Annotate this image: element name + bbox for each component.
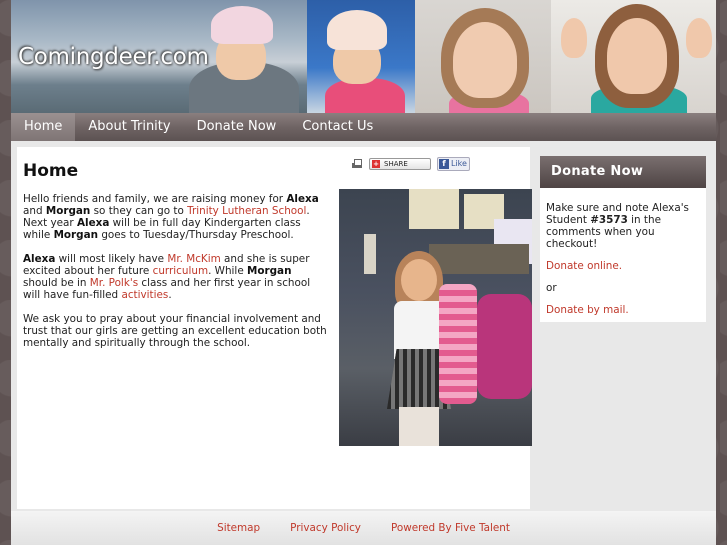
activities-link[interactable]: activities [121,289,169,301]
facebook-like-button[interactable] [437,157,470,171]
or-text: or [546,282,557,294]
facebook-icon: f [439,159,449,169]
page-title: Home [23,161,79,181]
footer-sitemap-link[interactable]: Sitemap [217,522,261,534]
curriculum-link[interactable]: curriculum [152,265,209,277]
sidebar-title: Donate Now [540,156,706,188]
donate-sidebar [540,156,706,322]
page-frame [11,0,716,545]
trinity-lutheran-link[interactable]: Trinity Lutheran School [187,205,307,217]
content-area [11,141,716,511]
intro-paragraph: Hello friends and family, we are raising money for Alexa and Morgan so they can go to Trinity Lutheran School. Next year Alexa will be in full day Kindergarten class while Morgan goes to Tuesday/Thursday Preschool. [23,193,319,241]
student-note: Make sure and note Alexa's Student #3573 in the comments when you checkout! [546,202,689,250]
main-nav [11,113,716,141]
donate-online-link[interactable]: Donate online. [546,260,623,272]
banner-photo-girl-hands [551,0,716,113]
mr-polks-link[interactable]: Mr. Polk's [89,277,139,289]
like-label: Like [451,159,467,168]
header-banner [11,0,716,113]
school-hallway-photo [339,189,532,446]
article-body [23,193,327,361]
footer-privacy-policy-link[interactable]: Privacy Policy [290,522,361,534]
site-logo[interactable]: Comingdeer.com [18,44,209,70]
sidebar-body [540,188,706,316]
nav-item-contact-us[interactable]: Contact Us [302,119,374,134]
nav-item-home[interactable]: Home [11,113,75,141]
donate-by-mail-link[interactable]: Donate by mail. [546,304,629,316]
mr-mckim-link[interactable]: Mr. McKim [167,253,221,265]
footer-powered-by-link[interactable]: Powered By Five Talent [390,522,510,534]
share-toolbar [351,157,470,171]
nav-item-about-trinity[interactable]: About Trinity [88,119,171,134]
prayer-paragraph: We ask you to pray about your financial involvement and trust that our girls are getting an excellent education both mentally and spiritually through the school. [23,313,327,349]
nav-item-donate-now[interactable]: Donate Now [196,119,277,134]
teachers-paragraph: Alexa will most likely have Mr. McKim and she is super excited about her future curriculum. While Morgan should be in Mr. Polk's class and her first year in school will have fun-filled activities. [23,253,311,301]
share-label: SHARE [384,160,408,168]
share-plus-icon: + [373,160,379,168]
main-content [17,147,530,509]
banner-photo-girl-tongue [415,0,551,113]
student-number: #3573 [590,214,628,226]
banner-photo-snow [307,0,415,113]
share-button[interactable] [369,158,431,170]
site-footer [11,511,716,545]
print-icon[interactable] [351,159,363,170]
